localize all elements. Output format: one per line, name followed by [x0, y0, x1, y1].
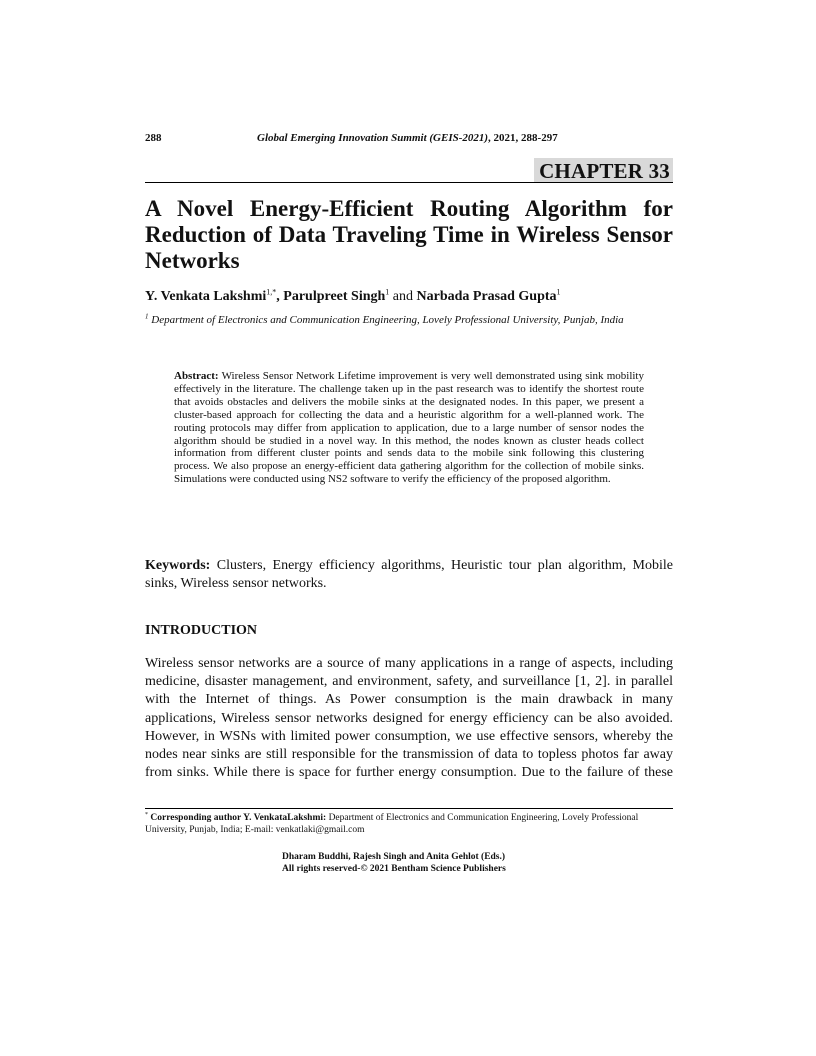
author-affiliation-mark: 1 — [556, 287, 561, 297]
author-affiliation-mark: 1,* — [266, 287, 277, 297]
rights-line: All rights reserved-© 2021 Bentham Science Publishers — [282, 864, 506, 874]
chapter-label: CHAPTER 33 — [534, 158, 673, 183]
page-number: 288 — [145, 132, 162, 144]
section-heading: INTRODUCTION — [145, 623, 258, 638]
paper-title: A Novel Energy-Efficient Routing Algorithm for Reduction of Data Traveling Time in Wireless Sensor Networks — [145, 196, 673, 273]
author-name: Y. Venkata Lakshmi — [145, 289, 267, 304]
journal-year-pages: , 2021, 288-297 — [488, 132, 558, 144]
author-separator: , — [276, 289, 284, 304]
chapter-divider — [145, 182, 673, 183]
journal-citation — [257, 132, 558, 144]
corresponding-author-footnote — [145, 812, 673, 837]
publisher-info — [282, 851, 506, 875]
affiliation — [145, 313, 673, 327]
editors-line: Dharam Buddhi, Rajesh Singh and Anita Gehlot (Eds.) — [282, 852, 506, 862]
author-affiliation-mark: 1 — [385, 287, 390, 297]
journal-name: Global Emerging Innovation Summit (GEIS-2021) — [257, 132, 489, 144]
introduction-paragraph: Wireless sensor networks are a source of many applications in a range of aspects, including medicine, disaster management, and environment, safety, and surveillance [1, 2]. in parallel with the Internet of things. As Power consumption is the main drawback in many applications, Wireless sensor networks designed for energy efficiency can be also avoided. However, in WSNs with limited power consumption, we use effective sensors, whereby the nodes near sinks are still responsible for the transmission of data to topless photos far away from sinks. While there is space for further energy consumption. Due to the failure of these — [145, 656, 673, 781]
footnote-text: Department of Electronics and Communication Engineering, Lovely Professional University, Punjab, India; E-mail: venkatlaki@gmail.com — [145, 813, 639, 836]
footnote-label: Corresponding author Y. VenkataLakshmi: — [150, 813, 327, 823]
abstract-label: Abstract: — [174, 370, 219, 382]
keywords-label: Keywords: — [145, 558, 211, 573]
footnote-mark: * — [145, 811, 148, 818]
affiliation-mark: 1 — [145, 312, 149, 321]
keywords-text: Clusters, Energy efficiency algorithms, Heuristic tour plan algorithm, Mobile sinks, Wireless sensor networks. — [145, 558, 673, 591]
paper-page — [145, 0, 673, 1056]
author-separator: and — [389, 289, 417, 304]
footnote-divider — [145, 808, 673, 809]
author-name: Narbada Prasad Gupta — [416, 289, 557, 304]
author-name: Parulpreet Singh — [283, 289, 386, 304]
keywords — [145, 557, 673, 592]
running-header — [145, 132, 673, 150]
author-list — [145, 289, 673, 305]
affiliation-text: Department of Electronics and Communication Engineering, Lovely Professional University, Punjab, India — [151, 314, 624, 326]
abstract — [174, 370, 644, 486]
abstract-text: Wireless Sensor Network Lifetime improvement is very well demonstrated using sink mobility effectively in the literature. The challenge taken up in the past research was to identify the shortest route that avoids obstacles and delivers the mobile sinks at the designated nodes. In this paper, we present a cluster-based approach for collecting the data and a heuristic algorithm for a well-planned work. The routing protocols may differ from application to application, due to a large number of sensor nodes the algorithm should be studied in a novel way. In this method, the nodes known as cluster heads collect information from different cluster points and sends data to the mobile sink following this clustering process. We also propose an energy-efficient data gathering algorithm for the collection of mobile sinks. Simulations were conducted using NS2 software to verify the efficiency of the proposed algorithm. — [174, 370, 644, 486]
